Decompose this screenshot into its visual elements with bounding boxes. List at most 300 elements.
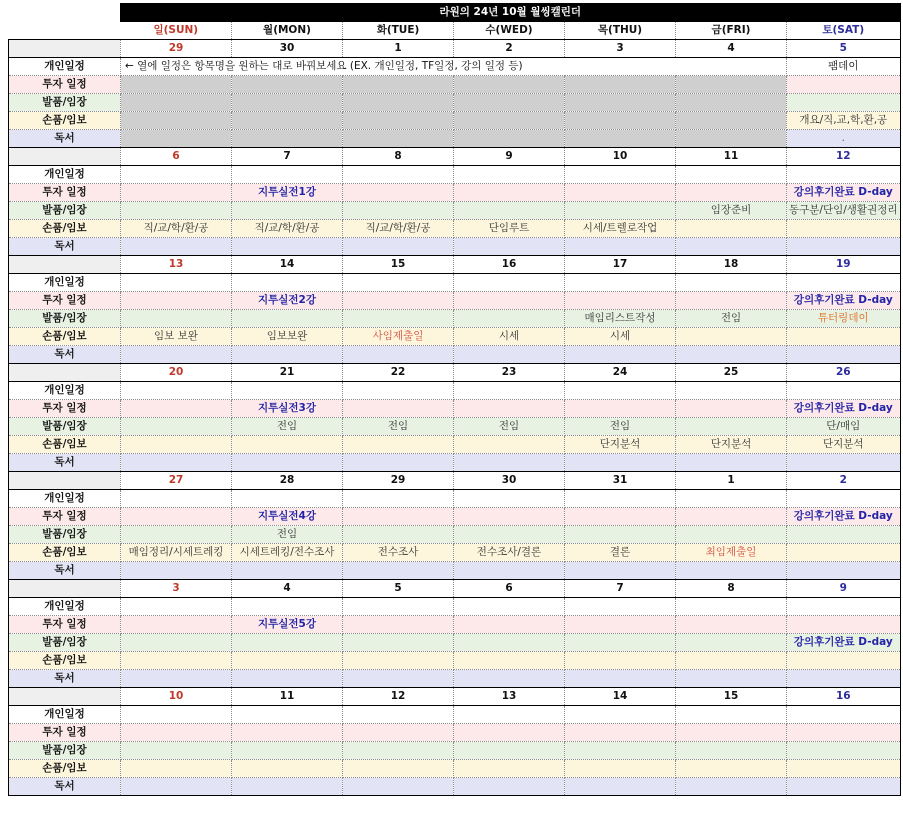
schedule-cell[interactable]	[343, 526, 454, 544]
schedule-cell[interactable]	[676, 436, 787, 454]
date-cell[interactable]: 5	[787, 40, 901, 58]
schedule-cell[interactable]	[232, 508, 343, 526]
schedule-cell[interactable]	[232, 220, 343, 238]
schedule-cell[interactable]	[676, 310, 787, 328]
schedule-cell[interactable]	[676, 184, 787, 202]
schedule-cell[interactable]	[454, 616, 565, 634]
schedule-cell[interactable]	[565, 310, 676, 328]
schedule-cell[interactable]	[343, 328, 454, 346]
schedule-cell[interactable]	[787, 220, 901, 238]
schedule-cell[interactable]	[121, 436, 232, 454]
date-cell[interactable]: 11	[232, 688, 343, 706]
date-cell[interactable]: 4	[232, 580, 343, 598]
schedule-cell[interactable]	[343, 436, 454, 454]
schedule-cell[interactable]	[565, 184, 676, 202]
date-cell[interactable]: 7	[565, 580, 676, 598]
schedule-cell[interactable]	[121, 508, 232, 526]
schedule-cell[interactable]	[565, 382, 676, 400]
schedule-cell[interactable]	[232, 274, 343, 292]
schedule-cell[interactable]	[454, 652, 565, 670]
schedule-cell[interactable]	[121, 94, 232, 112]
schedule-cell[interactable]	[565, 274, 676, 292]
date-cell[interactable]: 16	[787, 688, 901, 706]
schedule-cell[interactable]	[565, 94, 676, 112]
date-cell[interactable]: 30	[232, 40, 343, 58]
date-cell[interactable]: 3	[565, 40, 676, 58]
schedule-cell[interactable]	[454, 670, 565, 688]
schedule-cell[interactable]	[787, 310, 901, 328]
schedule-cell[interactable]	[454, 526, 565, 544]
schedule-cell[interactable]	[121, 634, 232, 652]
schedule-cell[interactable]	[121, 202, 232, 220]
schedule-cell[interactable]	[121, 292, 232, 310]
schedule-cell[interactable]	[454, 328, 565, 346]
schedule-cell[interactable]	[121, 310, 232, 328]
schedule-cell[interactable]	[565, 616, 676, 634]
schedule-cell[interactable]	[676, 544, 787, 562]
date-cell[interactable]: 10	[121, 688, 232, 706]
schedule-cell[interactable]	[787, 670, 901, 688]
date-cell[interactable]: 15	[343, 256, 454, 274]
schedule-cell[interactable]	[787, 724, 901, 742]
schedule-cell[interactable]	[121, 346, 232, 364]
schedule-cell[interactable]	[232, 130, 343, 148]
schedule-cell[interactable]	[232, 310, 343, 328]
date-cell[interactable]: 9	[454, 148, 565, 166]
date-cell[interactable]: 24	[565, 364, 676, 382]
date-cell[interactable]: 3	[121, 580, 232, 598]
schedule-cell[interactable]	[565, 166, 676, 184]
schedule-cell[interactable]	[454, 112, 565, 130]
schedule-cell[interactable]	[343, 220, 454, 238]
schedule-cell[interactable]	[121, 328, 232, 346]
schedule-row-personal	[9, 598, 901, 616]
schedule-cell[interactable]	[565, 778, 676, 796]
schedule-cell[interactable]	[787, 292, 901, 310]
schedule-cell[interactable]	[565, 526, 676, 544]
schedule-cell[interactable]	[121, 652, 232, 670]
schedule-cell[interactable]	[787, 706, 901, 724]
schedule-cell[interactable]	[565, 346, 676, 364]
schedule-cell[interactable]	[454, 202, 565, 220]
date-cell[interactable]: 22	[343, 364, 454, 382]
date-cell[interactable]: 1	[676, 472, 787, 490]
schedule-cell[interactable]	[565, 724, 676, 742]
date-cell[interactable]: 8	[676, 580, 787, 598]
date-cell[interactable]: 29	[343, 472, 454, 490]
schedule-cell[interactable]	[121, 400, 232, 418]
schedule-cell[interactable]	[676, 400, 787, 418]
schedule-cell[interactable]	[121, 706, 232, 724]
schedule-cell[interactable]	[454, 238, 565, 256]
schedule-cell[interactable]	[343, 616, 454, 634]
schedule-cell[interactable]	[565, 652, 676, 670]
schedule-cell[interactable]	[454, 382, 565, 400]
schedule-cell[interactable]	[676, 130, 787, 148]
schedule-cell[interactable]	[676, 292, 787, 310]
schedule-cell[interactable]	[676, 670, 787, 688]
schedule-cell[interactable]	[787, 508, 901, 526]
schedule-cell[interactable]	[232, 292, 343, 310]
schedule-cell[interactable]	[565, 436, 676, 454]
schedule-cell[interactable]	[454, 490, 565, 508]
schedule-cell[interactable]	[232, 598, 343, 616]
schedule-row-reading	[9, 346, 901, 364]
schedule-cell[interactable]	[787, 184, 901, 202]
schedule-cell[interactable]	[343, 292, 454, 310]
schedule-cell[interactable]	[232, 346, 343, 364]
schedule-cell[interactable]	[454, 292, 565, 310]
schedule-cell[interactable]	[343, 76, 454, 94]
schedule-cell[interactable]	[676, 112, 787, 130]
schedule-cell[interactable]	[454, 274, 565, 292]
schedule-cell[interactable]	[121, 184, 232, 202]
schedule-cell[interactable]	[676, 526, 787, 544]
schedule-cell[interactable]	[787, 526, 901, 544]
date-cell[interactable]: 6	[454, 580, 565, 598]
schedule-cell[interactable]	[676, 652, 787, 670]
schedule-cell[interactable]	[676, 166, 787, 184]
schedule-cell[interactable]	[232, 724, 343, 742]
schedule-cell[interactable]	[232, 742, 343, 760]
schedule-cell[interactable]	[454, 346, 565, 364]
schedule-cell[interactable]	[787, 112, 901, 130]
schedule-cell[interactable]	[121, 418, 232, 436]
schedule-cell[interactable]	[565, 670, 676, 688]
schedule-cell[interactable]	[454, 166, 565, 184]
schedule-cell[interactable]	[565, 76, 676, 94]
schedule-cell[interactable]	[676, 220, 787, 238]
schedule-cell[interactable]	[343, 94, 454, 112]
date-cell[interactable]: 15	[676, 688, 787, 706]
date-cell[interactable]: 21	[232, 364, 343, 382]
date-cell[interactable]: 19	[787, 256, 901, 274]
schedule-cell[interactable]	[787, 490, 901, 508]
date-cell[interactable]: 16	[454, 256, 565, 274]
schedule-cell[interactable]	[121, 166, 232, 184]
schedule-cell[interactable]	[787, 76, 901, 94]
schedule-cell[interactable]	[121, 778, 232, 796]
schedule-cell[interactable]	[232, 166, 343, 184]
row-label: 투자 일정	[9, 184, 121, 202]
schedule-cell[interactable]	[676, 562, 787, 580]
schedule-cell[interactable]	[454, 724, 565, 742]
date-cell[interactable]: 6	[121, 148, 232, 166]
schedule-cell[interactable]	[343, 454, 454, 472]
schedule-cell[interactable]	[787, 382, 901, 400]
schedule-cell[interactable]	[121, 238, 232, 256]
schedule-cell[interactable]	[121, 220, 232, 238]
date-cell[interactable]: 11	[676, 148, 787, 166]
schedule-cell[interactable]	[454, 598, 565, 616]
date-cell[interactable]: 14	[232, 256, 343, 274]
schedule-cell[interactable]	[787, 94, 901, 112]
week-date-row	[9, 256, 901, 274]
schedule-cell[interactable]	[232, 328, 343, 346]
schedule-cell[interactable]	[676, 76, 787, 94]
schedule-cell[interactable]	[787, 742, 901, 760]
schedule-cell[interactable]	[343, 382, 454, 400]
schedule-cell[interactable]	[454, 634, 565, 652]
schedule-cell[interactable]	[454, 418, 565, 436]
date-cell[interactable]: 13	[454, 688, 565, 706]
schedule-cell[interactable]	[787, 562, 901, 580]
schedule-cell[interactable]	[676, 634, 787, 652]
schedule-cell[interactable]	[343, 346, 454, 364]
schedule-cell[interactable]	[787, 544, 901, 562]
schedule-cell[interactable]	[343, 634, 454, 652]
schedule-cell[interactable]	[787, 760, 901, 778]
schedule-cell[interactable]	[676, 724, 787, 742]
schedule-cell[interactable]	[787, 328, 901, 346]
schedule-cell[interactable]	[676, 706, 787, 724]
row-label: 개인일정	[9, 274, 121, 292]
date-cell[interactable]: 31	[565, 472, 676, 490]
schedule-cell[interactable]	[454, 508, 565, 526]
schedule-cell[interactable]	[343, 112, 454, 130]
schedule-cell[interactable]	[343, 670, 454, 688]
schedule-cell[interactable]	[343, 418, 454, 436]
date-cell[interactable]: 27	[121, 472, 232, 490]
schedule-cell[interactable]	[121, 724, 232, 742]
schedule-cell[interactable]	[454, 184, 565, 202]
schedule-cell[interactable]	[676, 328, 787, 346]
schedule-cell[interactable]	[454, 706, 565, 724]
schedule-cell[interactable]	[787, 634, 901, 652]
schedule-cell[interactable]	[232, 418, 343, 436]
schedule-cell[interactable]	[454, 454, 565, 472]
schedule-cell[interactable]	[121, 760, 232, 778]
schedule-cell[interactable]	[454, 436, 565, 454]
schedule-cell[interactable]	[454, 400, 565, 418]
schedule-cell[interactable]	[343, 544, 454, 562]
schedule-cell[interactable]	[343, 562, 454, 580]
schedule-cell[interactable]	[676, 94, 787, 112]
schedule-cell[interactable]	[232, 526, 343, 544]
date-cell[interactable]: 13	[121, 256, 232, 274]
schedule-cell[interactable]	[787, 238, 901, 256]
schedule-cell[interactable]	[232, 652, 343, 670]
date-cell[interactable]: 10	[565, 148, 676, 166]
schedule-cell[interactable]	[787, 274, 901, 292]
schedule-cell[interactable]	[343, 490, 454, 508]
schedule-cell[interactable]	[343, 166, 454, 184]
schedule-cell[interactable]	[232, 76, 343, 94]
schedule-cell[interactable]	[343, 130, 454, 148]
date-cell[interactable]: 30	[454, 472, 565, 490]
schedule-cell[interactable]	[121, 130, 232, 148]
event-text: 개요/직,교,학,환,공	[799, 114, 888, 126]
schedule-cell[interactable]	[565, 220, 676, 238]
schedule-cell[interactable]	[787, 616, 901, 634]
schedule-cell[interactable]	[232, 202, 343, 220]
schedule-cell[interactable]	[121, 526, 232, 544]
schedule-cell[interactable]	[787, 166, 901, 184]
schedule-cell[interactable]	[121, 382, 232, 400]
schedule-cell[interactable]	[676, 508, 787, 526]
date-cell[interactable]: 28	[232, 472, 343, 490]
schedule-cell[interactable]	[676, 490, 787, 508]
schedule-cell[interactable]	[343, 598, 454, 616]
schedule-cell[interactable]	[343, 508, 454, 526]
date-cell[interactable]: 8	[343, 148, 454, 166]
date-cell[interactable]: 18	[676, 256, 787, 274]
schedule-cell[interactable]	[676, 418, 787, 436]
week-date-row	[9, 688, 901, 706]
schedule-cell[interactable]	[454, 220, 565, 238]
schedule-cell[interactable]	[454, 76, 565, 94]
schedule-cell[interactable]	[232, 544, 343, 562]
schedule-cell[interactable]	[454, 742, 565, 760]
schedule-cell[interactable]	[787, 598, 901, 616]
schedule-cell[interactable]	[565, 544, 676, 562]
date-cell[interactable]: 25	[676, 364, 787, 382]
schedule-cell[interactable]	[121, 670, 232, 688]
schedule-cell[interactable]	[232, 238, 343, 256]
schedule-cell[interactable]	[232, 760, 343, 778]
date-cell[interactable]: 23	[454, 364, 565, 382]
schedule-cell[interactable]	[676, 778, 787, 796]
schedule-cell[interactable]	[343, 760, 454, 778]
schedule-cell[interactable]	[676, 274, 787, 292]
schedule-cell[interactable]	[454, 310, 565, 328]
schedule-cell[interactable]	[232, 490, 343, 508]
schedule-cell[interactable]	[676, 202, 787, 220]
schedule-cell[interactable]	[676, 454, 787, 472]
schedule-cell[interactable]	[676, 616, 787, 634]
schedule-cell[interactable]	[343, 652, 454, 670]
schedule-cell[interactable]	[454, 562, 565, 580]
schedule-cell[interactable]	[121, 742, 232, 760]
schedule-cell[interactable]	[787, 130, 901, 148]
schedule-cell[interactable]	[121, 562, 232, 580]
schedule-cell[interactable]	[343, 202, 454, 220]
schedule-cell[interactable]	[454, 130, 565, 148]
row-label: 손품/임보	[9, 220, 121, 238]
date-cell[interactable]: 5	[343, 580, 454, 598]
schedule-cell[interactable]	[787, 418, 901, 436]
schedule-cell[interactable]	[565, 508, 676, 526]
schedule-cell[interactable]	[787, 400, 901, 418]
schedule-cell[interactable]	[232, 634, 343, 652]
schedule-cell[interactable]	[676, 760, 787, 778]
schedule-cell[interactable]	[232, 112, 343, 130]
schedule-cell[interactable]	[232, 670, 343, 688]
schedule-cell[interactable]	[232, 778, 343, 796]
schedule-cell[interactable]	[343, 724, 454, 742]
schedule-cell[interactable]	[565, 760, 676, 778]
schedule-cell[interactable]	[565, 238, 676, 256]
schedule-cell[interactable]	[565, 598, 676, 616]
schedule-cell[interactable]	[121, 598, 232, 616]
schedule-cell[interactable]	[121, 76, 232, 94]
date-cell[interactable]: 29	[121, 40, 232, 58]
schedule-cell[interactable]	[454, 544, 565, 562]
schedule-cell[interactable]	[232, 706, 343, 724]
schedule-cell[interactable]	[565, 634, 676, 652]
schedule-cell[interactable]	[565, 454, 676, 472]
schedule-cell[interactable]	[565, 400, 676, 418]
schedule-cell[interactable]	[787, 778, 901, 796]
schedule-row-reading	[9, 562, 901, 580]
schedule-cell[interactable]	[565, 490, 676, 508]
schedule-cell[interactable]	[343, 238, 454, 256]
date-cell[interactable]: 12	[343, 688, 454, 706]
schedule-cell[interactable]	[343, 400, 454, 418]
schedule-cell[interactable]	[121, 544, 232, 562]
date-cell[interactable]: 4	[676, 40, 787, 58]
schedule-cell[interactable]	[232, 454, 343, 472]
schedule-cell[interactable]	[676, 346, 787, 364]
date-cell[interactable]: 14	[565, 688, 676, 706]
schedule-cell[interactable]	[232, 382, 343, 400]
schedule-cell[interactable]	[565, 562, 676, 580]
date-cell[interactable]: 2	[787, 472, 901, 490]
schedule-cell[interactable]	[565, 130, 676, 148]
schedule-cell[interactable]	[454, 760, 565, 778]
schedule-cell[interactable]	[565, 328, 676, 346]
date-cell[interactable]: 2	[454, 40, 565, 58]
schedule-cell[interactable]	[565, 112, 676, 130]
schedule-cell[interactable]	[565, 418, 676, 436]
schedule-cell[interactable]	[787, 652, 901, 670]
schedule-cell[interactable]	[343, 742, 454, 760]
schedule-cell[interactable]	[676, 382, 787, 400]
schedule-cell[interactable]	[232, 436, 343, 454]
schedule-cell[interactable]	[565, 706, 676, 724]
schedule-cell[interactable]	[343, 706, 454, 724]
schedule-cell[interactable]	[232, 562, 343, 580]
schedule-cell[interactable]	[121, 490, 232, 508]
schedule-cell[interactable]	[232, 400, 343, 418]
schedule-cell[interactable]	[565, 292, 676, 310]
date-cell[interactable]: 12	[787, 148, 901, 166]
row-label: 투자 일정	[9, 76, 121, 94]
schedule-cell[interactable]	[676, 742, 787, 760]
instruction-note: ← 열에 일정은 항목명을 원하는 대로 바꿔보세요 (EX. 개인일정, TF일정, 강의 일정 등)	[121, 58, 787, 76]
schedule-cell[interactable]	[454, 778, 565, 796]
date-cell[interactable]: 20	[121, 364, 232, 382]
schedule-cell[interactable]	[121, 616, 232, 634]
schedule-row-presentation	[9, 526, 901, 544]
date-cell[interactable]: 9	[787, 580, 901, 598]
schedule-cell[interactable]	[676, 598, 787, 616]
schedule-cell[interactable]	[343, 310, 454, 328]
schedule-cell[interactable]: 팸데이	[787, 58, 901, 76]
schedule-cell[interactable]	[343, 274, 454, 292]
date-cell[interactable]: 7	[232, 148, 343, 166]
schedule-cell[interactable]	[121, 454, 232, 472]
schedule-cell[interactable]	[232, 616, 343, 634]
schedule-cell[interactable]	[565, 742, 676, 760]
schedule-cell[interactable]	[454, 94, 565, 112]
schedule-cell[interactable]	[232, 94, 343, 112]
schedule-cell[interactable]	[787, 436, 901, 454]
schedule-cell[interactable]	[232, 184, 343, 202]
schedule-cell[interactable]	[121, 274, 232, 292]
schedule-cell[interactable]	[343, 778, 454, 796]
schedule-cell[interactable]	[565, 202, 676, 220]
schedule-cell[interactable]	[676, 238, 787, 256]
schedule-cell[interactable]	[121, 112, 232, 130]
schedule-cell[interactable]	[787, 454, 901, 472]
schedule-cell[interactable]	[787, 346, 901, 364]
date-cell[interactable]: 26	[787, 364, 901, 382]
schedule-cell[interactable]	[343, 184, 454, 202]
schedule-cell[interactable]	[787, 202, 901, 220]
date-cell[interactable]: 17	[565, 256, 676, 274]
date-cell[interactable]: 1	[343, 40, 454, 58]
